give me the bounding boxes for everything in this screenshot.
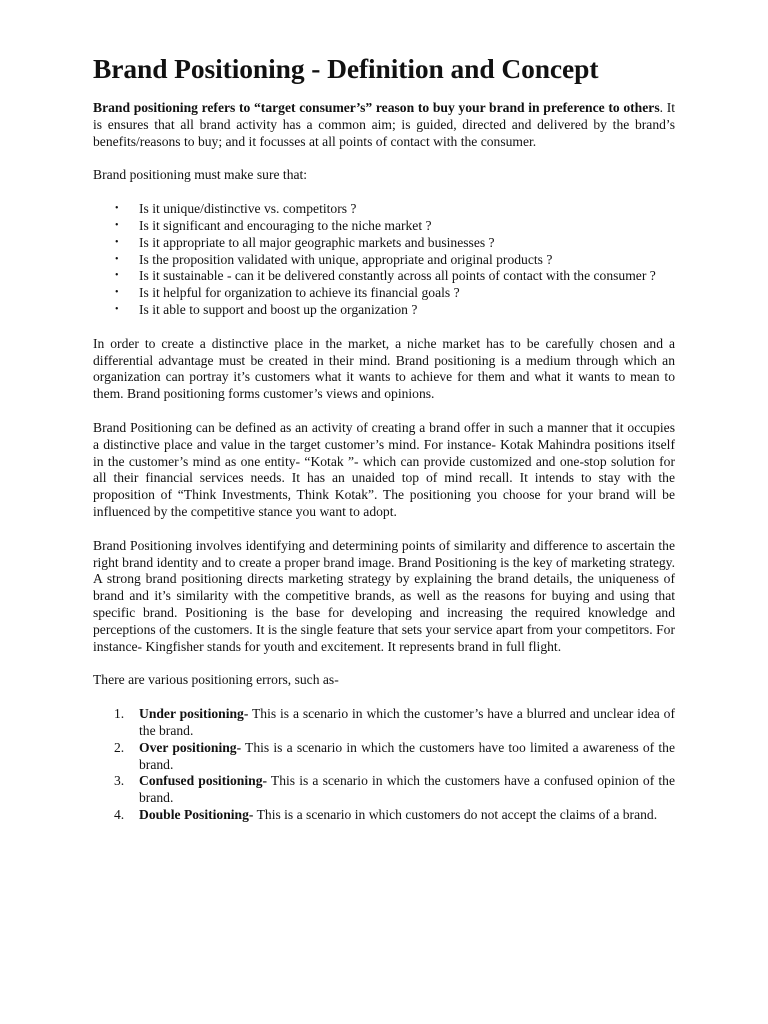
error-item (93, 773, 675, 807)
bullet-icon: • (115, 287, 119, 299)
bullet-text: Is it unique/distinctive vs. competitors ? (139, 201, 357, 217)
bullet-item (93, 252, 675, 269)
error-text: This is a scenario in which customers do not accept the claims of a brand. (253, 806, 658, 822)
bullet-icon: • (115, 203, 119, 215)
bullet-item (93, 302, 675, 319)
document-title: Brand Positioning - Definition and Concept (93, 53, 599, 84)
bullet-list (93, 201, 675, 319)
bullet-text: Is it able to support and boost up the organization ? (139, 301, 418, 317)
error-number: 3. (114, 773, 125, 789)
bullet-icon: • (115, 303, 119, 315)
error-term: Over positioning- (139, 739, 242, 755)
bullet-text: Is the proposition validated with unique, appropriate and original products ? (139, 251, 553, 267)
intro-paragraph (93, 100, 675, 150)
bullet-item (93, 201, 675, 218)
error-number: 2. (114, 739, 125, 755)
error-term: Confused positioning- (139, 773, 268, 789)
error-number: 4. (114, 806, 125, 822)
errors-list (93, 706, 675, 824)
bullet-item (93, 235, 675, 252)
error-text: This is a scenario in which the customers have a confused opinion of the brand. (139, 773, 675, 806)
error-text: This is a scenario in which the customer’s have a blurred and unclear idea of the brand. (139, 706, 675, 738)
bullet-icon: • (115, 219, 119, 231)
bullet-icon: • (115, 253, 119, 265)
bullet-icon: • (115, 236, 119, 248)
intro-rest-text: . It is ensures that all brand activity has a common aim; is guided, directed and delivered by the brand’s benefits/reasons to buy; and it focusses at all points of contact with the consumer. (93, 100, 675, 149)
errors-intro-paragraph: There are various positioning errors, such as- (93, 672, 339, 688)
bullet-item (93, 268, 675, 285)
document-page (93, 52, 675, 824)
error-item (93, 706, 675, 740)
error-number: 1. (114, 706, 125, 722)
bullet-text: Is it significant and encouraging to the niche market ? (139, 217, 432, 233)
definition-paragraph: Brand Positioning can be defined as an activity of creating a brand offer in such a manner that it occupies a distinctive place and value in the target customer’s mind. For instance- Kotak Mahindra positions itself in the customer’s mind as one entity- “Kotak ”- which can provide customized and one-stop solution for all their financial services needs. It has an unaided top of mind recall. It intends to stay with the proposition of “Think Investments, Think Kotak”. The positioning you choose for your brand will be influenced by the competitive stance you want to adopt. (93, 419, 675, 519)
bullet-item (93, 218, 675, 235)
must-intro-paragraph: Brand positioning must make sure that: (93, 167, 308, 183)
error-term: Under positioning- (139, 706, 249, 722)
bullet-item (93, 285, 675, 302)
bullet-text: Is it appropriate to all major geographic markets and businesses ? (139, 234, 495, 250)
error-item (93, 740, 675, 774)
error-item (93, 807, 675, 824)
distinctive-paragraph: In order to create a distinctive place in the market, a niche market has to be carefully chosen and a differential advantage must be created in their mind. Brand positioning is a medium through which an organization can portray it’s customers what it wants to achieve for them and what it wants to mean to them. Brand positioning forms customer’s views and opinions. (93, 335, 675, 402)
intro-bold-text: Brand positioning refers to “target consumer’s” reason to buy your brand in preference to others (93, 100, 660, 115)
involves-paragraph: Brand Positioning involves identifying and determining points of similarity and difference to ascertain the right brand identity and to create a proper brand image. Brand Positioning is the key of marketing strategy. A strong brand positioning directs marketing strategy by explaining the brand details, the uniqueness of brand and it’s similarity with the competitive brands, as well as the reasons for buying and using that specific brand. Positioning is the base for developing and increasing the required knowledge and perceptions of the customers. It is the single feature that sets your service apart from your competitors. For instance- Kingfisher stands for youth and excitement. It represents brand in full flight. (93, 537, 675, 654)
error-term: Double Positioning- (139, 806, 254, 822)
bullet-text: Is it sustainable - can it be delivered constantly across all points of contact with the consumer ? (139, 268, 656, 284)
error-text: This is a scenario in which the customers have too limited a awareness of the brand. (139, 739, 675, 772)
bullet-icon: • (115, 270, 119, 282)
bullet-text: Is it helpful for organization to achieve its financial goals ? (139, 285, 460, 301)
